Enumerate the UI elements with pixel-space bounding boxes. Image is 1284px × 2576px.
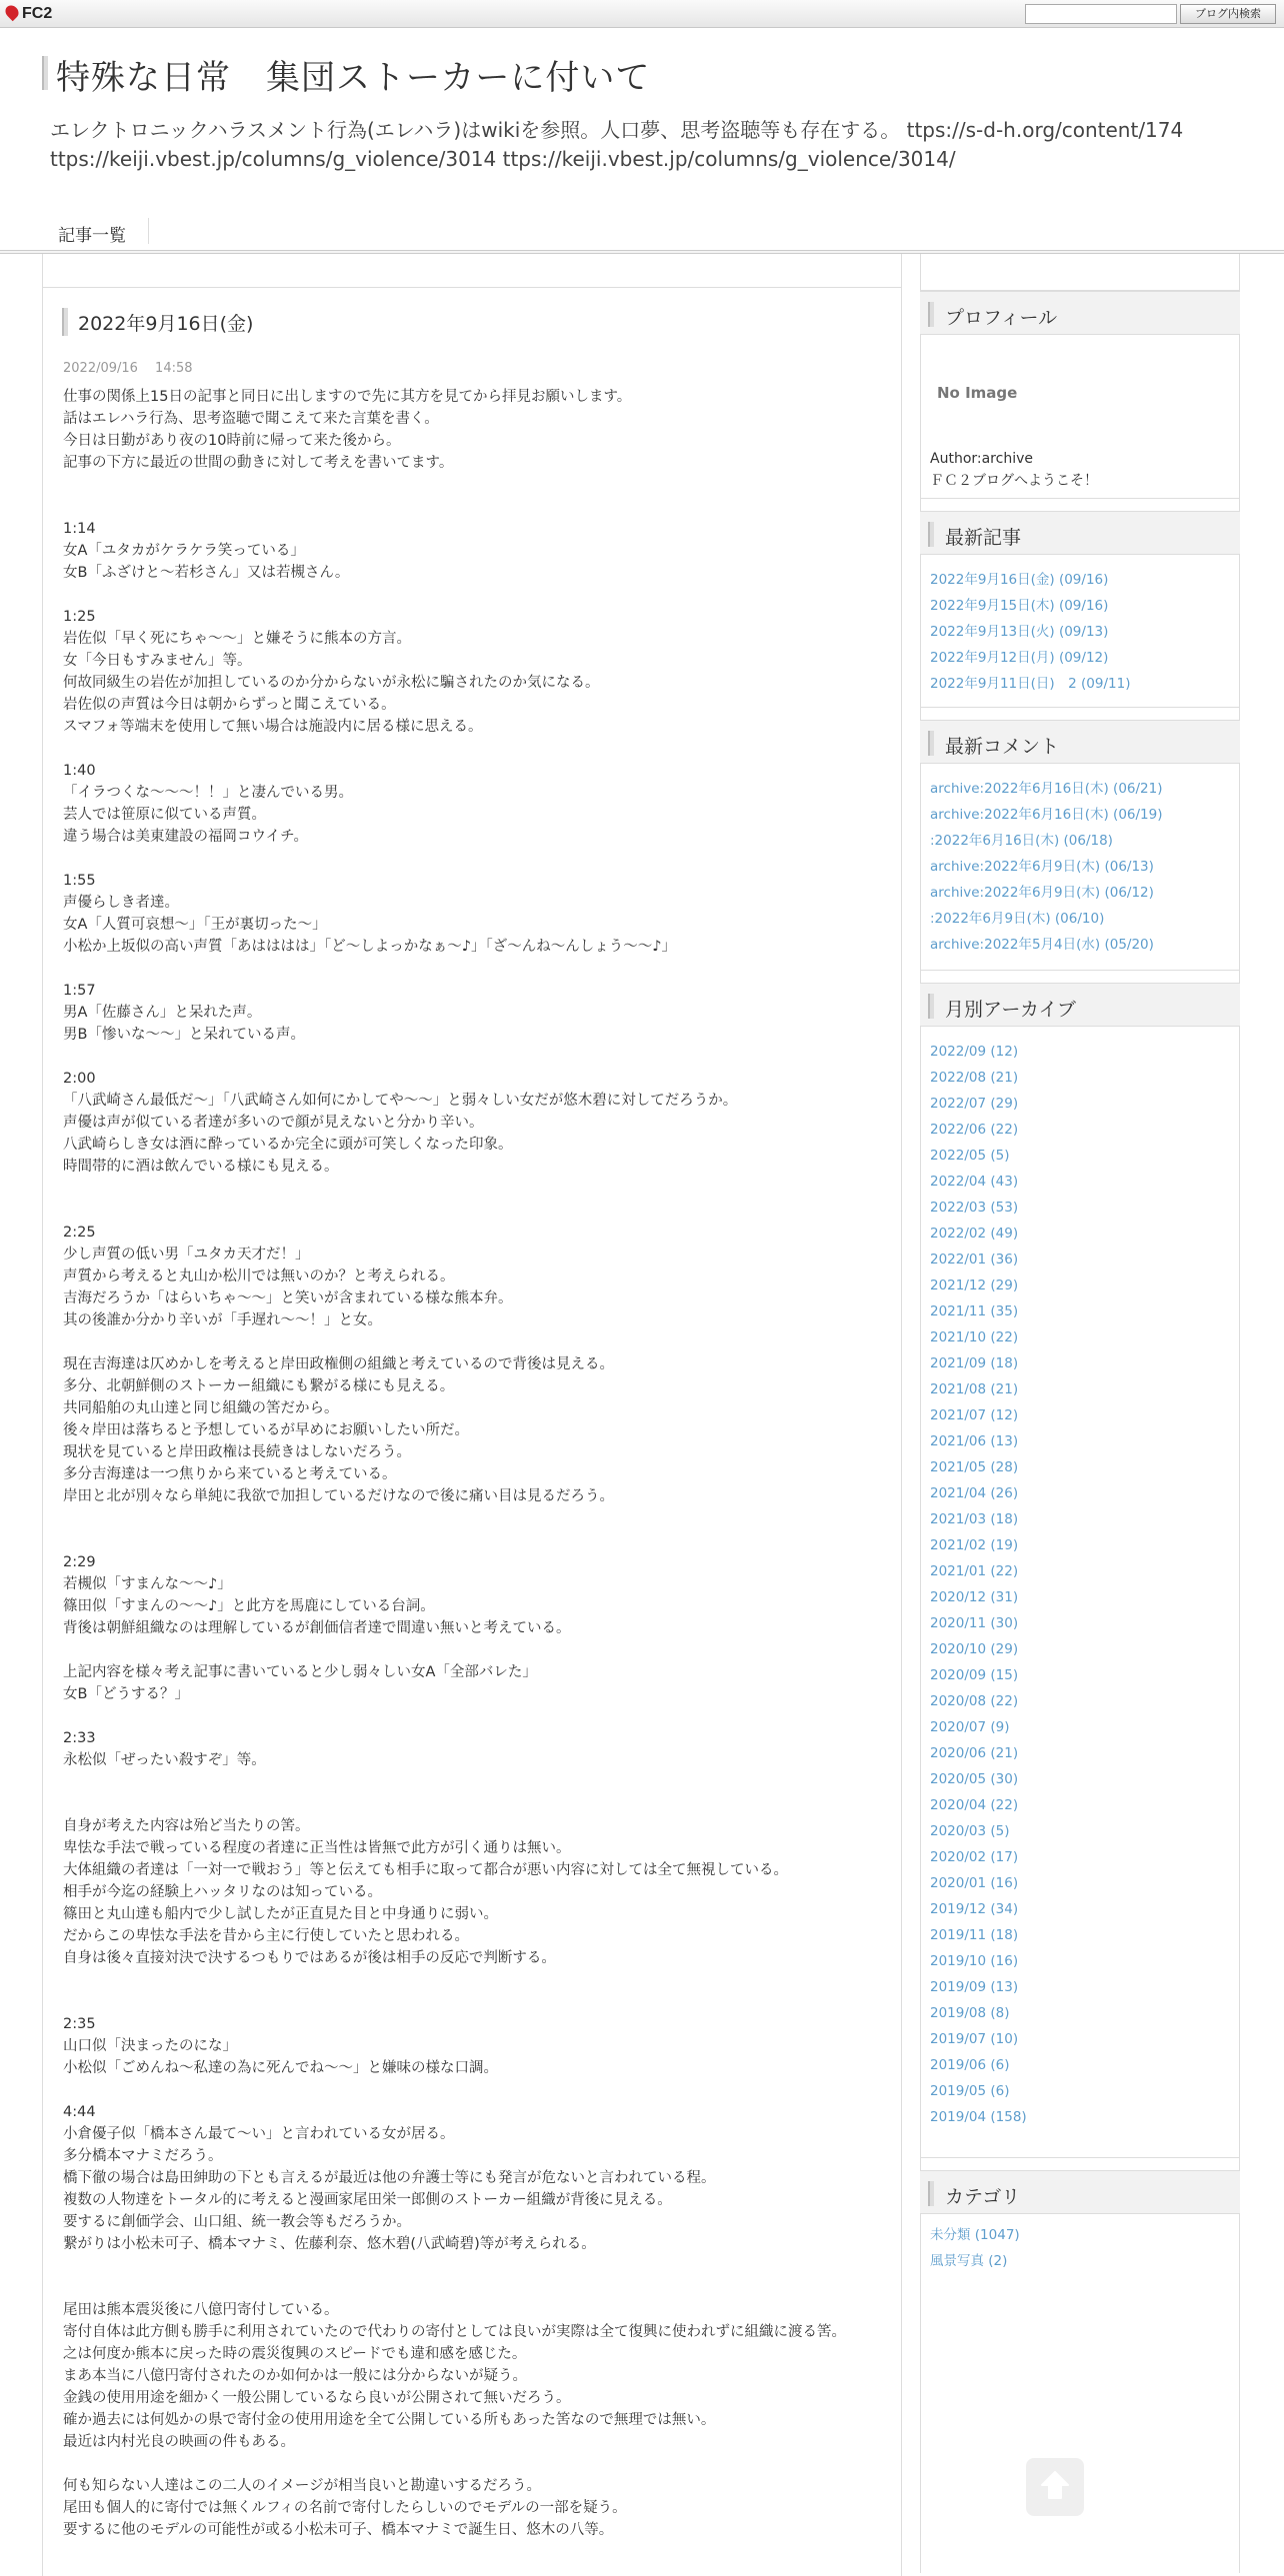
archive-month-link[interactable]: 2020/11 (30) — [930, 1615, 1019, 1631]
archive-month-link[interactable]: 2021/12 (29) — [930, 1278, 1019, 1293]
archive-month-link[interactable]: 2020/09 (15) — [930, 1667, 1019, 1683]
widget-title-text: 最新コメント — [945, 736, 1060, 758]
recent-comment-link[interactable]: archive:2022年6月16日(木) (06/19) — [930, 807, 1163, 823]
paragraph-gap — [63, 1507, 893, 1551]
post-paragraph: 1:55 声優らしき者達。 女A「人質可哀想～」「王が裏切った～」 小松か上坂似の高い声質「あはははは」「ど～しよっかなぁ～♪」「ざ～んね～んしょう～～♪」 — [63, 873, 677, 955]
archive-month-link[interactable]: 2021/02 (19) — [930, 1537, 1019, 1553]
archive-month-link[interactable]: 2022/03 (53) — [930, 1200, 1019, 1216]
post-paragraph: 1:40 「イラつくな～～～！！」と凄んでいる男。 芸人では笹原に似ている声質。 違う場合は美東建設の福岡コウイチ。 — [63, 763, 353, 845]
recent-posts-list — [930, 567, 1130, 697]
recent-comment-link[interactable]: archive:2022年6月16日(木) (06/21) — [930, 781, 1163, 797]
widget-profile — [920, 290, 1240, 489]
site-description: エレクトロニックハラスメント行為(エレハラ)はwikiを参照。人口夢、思考盗聴等も存在する。 ttps://s-d-h.org/content/174 ttps://keiji.vbest.jp/columns/g_violence/3014 ttps://keiji.vbest.jp/columns/g_violence/3014/ — [50, 118, 1184, 171]
paragraph-gap — [63, 738, 893, 760]
fc2-flame-icon — [3, 3, 21, 21]
widget-title — [920, 720, 1240, 764]
archive-month-link[interactable]: 2019/07 (10) — [930, 2031, 1019, 2047]
post-paragraph: 1:25 岩佐似「早く死にちゃ～～」と嫌そうに熊本の方言。 女「今日もすみません」等。 何故同級生の岩佐が加担しているのか分からないが永松に騙されたのか気になる。 岩佐似の声質は今日は朝からずっと聞こえている。 スマフォ等端末を使用して無い場合は施設内に居る様に思える。 — [63, 609, 600, 735]
widget-title-text: 月別アーカイブ — [945, 999, 1076, 1021]
paragraph-gap — [63, 2255, 893, 2299]
widget-title — [920, 2170, 1240, 2214]
recent-post-link[interactable]: 2022年9月13日(火) (09/13) — [930, 624, 1109, 640]
archive-month-link[interactable]: 2020/10 (29) — [930, 1641, 1019, 1657]
archive-month-link[interactable]: 2020/02 (17) — [930, 1849, 1019, 1865]
widget-title — [920, 291, 1240, 335]
widget-archives — [920, 970, 1240, 2125]
archive-month-link[interactable]: 2021/09 (18) — [930, 1355, 1019, 1371]
recent-comment-link[interactable]: archive:2022年5月4日(水) (05/20) — [930, 937, 1154, 953]
recent-post-link[interactable]: 2022年9月16日(金) (09/16) — [930, 572, 1109, 588]
main-column-top — [42, 254, 902, 287]
archive-month-link[interactable]: 2020/07 (9) — [930, 1719, 1010, 1735]
paragraph-gap — [63, 2079, 893, 2101]
paragraph-gap — [63, 848, 893, 870]
archive-month-link[interactable]: 2022/08 (21) — [930, 1070, 1019, 1086]
profile-author: Author:archive — [930, 451, 1033, 467]
archive-month-link[interactable]: 2022/01 (36) — [930, 1252, 1019, 1268]
paragraph-gap — [63, 474, 893, 518]
fc2-toolbar — [0, 0, 1284, 28]
archive-month-link[interactable]: 2019/12 (34) — [930, 1901, 1019, 1917]
post-paragraph: 4:44 小倉優子似「橋本さん最て～い」と言われている女が居る。 多分橋本マナミだろう。 橋下徹の場合は島田紳助の下とも言えるが最近は他の弁護士等にも発言が危ないと言われている程。 複数の人物達をトータル的に考えると漫画家尾田栄一郎側のストーカー組織が背後に見える。 要するに創価学会、山口組、統一教会等もだろうか。 繋がりは小松未可子、橋本マナミ、佐藤利奈、悠木碧(八武崎碧)等が考えられる。 — [63, 2104, 716, 2252]
archive-month-link[interactable]: 2021/06 (13) — [930, 1433, 1019, 1449]
widget-title-bar — [928, 302, 934, 327]
arrow-up-icon — [1039, 2469, 1071, 2501]
archive-month-link[interactable]: 2020/08 (22) — [930, 1693, 1019, 1709]
post-paragraph: 2:29 若槻似「すまんな～～♪」 篠田似「すまんの～～♪」と此方を馬鹿にしている台詞。 背後は朝鮮組織なのは理解しているが創価信者達で間違い無いと考えている。 — [63, 1554, 571, 1636]
archive-month-link[interactable]: 2019/09 (13) — [930, 1979, 1019, 1995]
archive-month-link[interactable]: 2019/11 (18) — [930, 1927, 1019, 1943]
archive-month-link[interactable]: 2021/04 (26) — [930, 1485, 1019, 1501]
archive-month-link[interactable]: 2022/07 (29) — [930, 1096, 1019, 1112]
profile-no-image: No Image — [937, 384, 1018, 402]
post-title-accent-bar — [62, 308, 68, 336]
archive-month-link[interactable]: 2020/01 (16) — [930, 1875, 1019, 1891]
widget-title — [920, 511, 1240, 555]
post-paragraph: 仕事の関係上15日の記事と同日に出しますので先に其方を見てから拝見お願いします。 話はエレハラ行為、思考盗聴で聞こえて来た言葉を書く。 今日は日勤があり夜の10時前に帰って来た後から。 記事の下方に最近の世間の動きに対して考えを書いてます。 — [63, 389, 632, 471]
recent-post-link[interactable]: 2022年9月11日(日) 2 (09/11) — [930, 676, 1131, 692]
recent-comment-link[interactable]: archive:2022年6月9日(木) (06/13) — [930, 859, 1154, 875]
post-datetime: 2022/09/16 14:58 — [63, 361, 193, 376]
archive-month-link[interactable]: 2021/05 (28) — [930, 1459, 1019, 1475]
paragraph-gap — [63, 1771, 893, 1815]
paragraph-gap — [63, 1639, 893, 1661]
post-paragraph: 2:00 「八武崎さん最低だ～」「八武崎さん如何にかしてや～～」と弱々しい女だが悠木碧に対してだろうか。 声優は声が似ている者達が多いので顔が見えないと分かり辛い。 八武崎らしき女は酒に酔っているか完全に頭が可笑しくなった印象。 時間帯的に酒は飲んでいる様にも見える。 — [63, 1071, 738, 1175]
archive-month-link[interactable]: 2019/10 (16) — [930, 1953, 1019, 1969]
title-accent-bar — [42, 56, 48, 90]
widget-categories — [920, 2157, 1240, 2269]
archive-month-link[interactable]: 2021/11 (35) — [930, 1303, 1019, 1319]
archive-month-link[interactable]: 2022/09 (12) — [930, 1044, 1019, 1060]
archive-month-link[interactable]: 2021/10 (22) — [930, 1329, 1019, 1345]
archive-month-link[interactable]: 2022/05 (5) — [930, 1148, 1010, 1164]
recent-comment-link[interactable]: archive:2022年6月9日(木) (06/12) — [930, 885, 1154, 901]
post-paragraph: 2:25 少し声質の低い男「ユタカ天才だ！」 声質から考えると丸山か松川では無いのか？と考えられる。 吉海だろうか「はらいちゃ～～」と笑いが含まれている様な熊本弁。 其の後誰か分かり辛いが「手遅れ～～！」と女。 — [63, 1225, 513, 1328]
widget-title-bar — [928, 522, 934, 547]
archive-month-link[interactable]: 2021/07 (12) — [930, 1407, 1019, 1423]
categories-list — [930, 2222, 1020, 2274]
widget-title-bar — [928, 994, 934, 1019]
archive-month-link[interactable]: 2022/02 (49) — [930, 1226, 1019, 1242]
widget-title-text: カテゴリ — [945, 2186, 1021, 2208]
archive-month-link[interactable]: 2021/08 (21) — [930, 1381, 1019, 1397]
widget-title-bar — [928, 731, 934, 756]
recent-comments-list — [930, 776, 1163, 958]
post-paragraph: 2:33 永松似「ぜったい殺すぞ」等。 — [63, 1730, 266, 1768]
post-paragraph: 2:35 山口似「決まったのにな」 小松似「ごめんね～私達の為に死んでね～～」と嫌味の様な口調。 — [63, 2016, 498, 2076]
paragraph-gap — [63, 1331, 893, 1353]
recent-comment-link[interactable]: :2022年6月9日(木) (06/10) — [930, 911, 1105, 927]
archive-month-link[interactable]: 2020/03 (5) — [930, 1823, 1010, 1839]
paragraph-gap — [63, 1705, 893, 1727]
archive-month-link[interactable]: 2020/06 (21) — [930, 1745, 1019, 1761]
blog-search-input[interactable] — [1025, 4, 1177, 24]
archive-month-link[interactable]: 2019/04 (158) — [930, 2109, 1027, 2125]
widget-title-bar — [928, 2181, 934, 2206]
archive-month-link[interactable]: 2020/05 (30) — [930, 1771, 1019, 1787]
widget-title-text: プロフィール — [945, 307, 1058, 329]
profile-greeting: ＦＣ２ブログへようこそ！ — [930, 473, 1098, 489]
post-body — [63, 386, 893, 2541]
blog-header — [0, 28, 1284, 252]
paragraph-gap — [63, 1969, 893, 2013]
post-paragraph: 上記内容を様々考え記事に書いていると少し弱々しい女A「全部バレた」 女B「どうする？」 — [63, 1664, 537, 1702]
post-paragraph: 何も知らない人達はこの二人のイメージが相当良いと勘違いするだろう。 尾田も個人的に寄付では無くルフィの名前で寄付したらしいのでモデルの一部を疑う。 要するに他のモデルの可能性が或る小松未可子、橋本マナミで誕生日、悠木の八等。 — [63, 2478, 627, 2538]
post-title[interactable]: 2022年9月16日(金) — [78, 313, 254, 335]
archives-list — [930, 1039, 1027, 2130]
post-paragraph: 現在吉海達は仄めかしを考えると岸田政権側の組織と考えているので背後は見える。 多分、北朝鮮側のストーカー組織にも繋がる様にも見える。 共同船舶の丸山達と同じ組織の筈だから。 後々岸田は落ちると予想しているが早めにお願いしたい所だ。 現状を見ていると岸田政権は長続きはしないだろう。 多分吉海達は一つ焦りから来ていると考えている。 岸田と北が別々なら単純に我欲で加担しているだけなので後に痛い目は見るだろう。 — [63, 1356, 614, 1504]
paragraph-gap — [63, 1178, 893, 1222]
archive-month-link[interactable]: 2020/04 (22) — [930, 1797, 1019, 1813]
fc2-logo[interactable] — [6, 5, 52, 23]
scroll-to-top-button[interactable] — [1026, 2458, 1084, 2516]
archive-month-link[interactable]: 2021/03 (18) — [930, 1511, 1019, 1527]
post-paragraph: 尾田は熊本震災後に八億円寄付している。 寄付自体は此方側も勝手に利用されていたので代わりの寄付としては良いが実際は全て復興に使われずに組織に渡る筈。 之は何度か熊本に戻った時の震災復興のスピードでも違和感を感じた。 まあ本当に八億円寄付されたのか如何かは一般には分からないが疑う。 金銭の使用用途を細かく一般公開しているなら良いが公開されて無いだろう。 確か過去には何処かの県で寄付金の使用用途を全て公開している所もあった筈なので無理では無い。 最近は内村光良の映画の件もある。 — [63, 2302, 846, 2450]
recent-post-link[interactable]: 2022年9月12日(月) (09/12) — [930, 650, 1109, 666]
post-paragraph: 1:14 女A「ユタカがケラケラ笑っている」 女B「ふざけと～若杉さん」又は若槻さん。 — [63, 521, 350, 581]
recent-comment-link[interactable]: :2022年6月16日(木) (06/18) — [930, 833, 1113, 849]
post-paragraph: 自身が考えた内容は殆ど当たりの筈。 卑怯な手法で戦っている程度の者達に正当性は皆無で此方が引く通りは無い。 大体組織の者達は「一対一で戦おう」等と伝えても相手に取って都合が悪い内容に対しては全て無視している。 相手が今迄の経験上ハッタリなのは知っている。 篠田と丸山達も船内で少し試したが正直見た目と中身通りに弱い。 だからこの卑怯な手法を昔から主に行使していたと思われる。 自身は後々直接対決で決するつもりではあるが後は相手の反応で判断する。 — [63, 1818, 788, 1966]
site-title[interactable]: 特殊な日常 集団ストーカーに付いて — [56, 58, 651, 98]
category-link[interactable]: 未分類 (1047) — [930, 2227, 1020, 2243]
blog-search-button[interactable]: ブログ内検索 — [1180, 4, 1276, 24]
nav-article-list[interactable]: 記事一覧 — [58, 226, 126, 246]
widget-title — [920, 983, 1240, 1027]
archive-month-link[interactable]: 2019/06 (6) — [930, 2057, 1010, 2073]
widget-title-text: 最新記事 — [945, 527, 1022, 549]
paragraph-gap — [63, 2453, 893, 2475]
recent-post-link[interactable]: 2022年9月15日(木) (09/16) — [930, 598, 1109, 614]
fc2-logo-text: FC2 — [22, 5, 53, 22]
category-link[interactable]: 風景写真 (2) — [930, 2253, 1008, 2269]
paragraph-gap — [63, 1046, 893, 1068]
archive-month-link[interactable]: 2020/12 (31) — [930, 1589, 1019, 1605]
archive-month-link[interactable]: 2022/06 (22) — [930, 1122, 1019, 1138]
widget-recent-posts — [920, 498, 1240, 692]
archive-month-link[interactable]: 2022/04 (43) — [930, 1174, 1019, 1190]
post-paragraph: 1:57 男A「佐藤さん」と呆れた声。 男B「惨いな～～」と呆れている声。 — [63, 983, 305, 1043]
archive-month-link[interactable]: 2021/01 (22) — [930, 1563, 1019, 1579]
paragraph-gap — [63, 958, 893, 980]
paragraph-gap — [63, 584, 893, 606]
widget-recent-comments — [920, 707, 1240, 953]
archive-month-link[interactable]: 2019/08 (8) — [930, 2005, 1010, 2021]
archive-month-link[interactable]: 2019/05 (6) — [930, 2083, 1010, 2099]
nav-divider — [148, 218, 149, 244]
